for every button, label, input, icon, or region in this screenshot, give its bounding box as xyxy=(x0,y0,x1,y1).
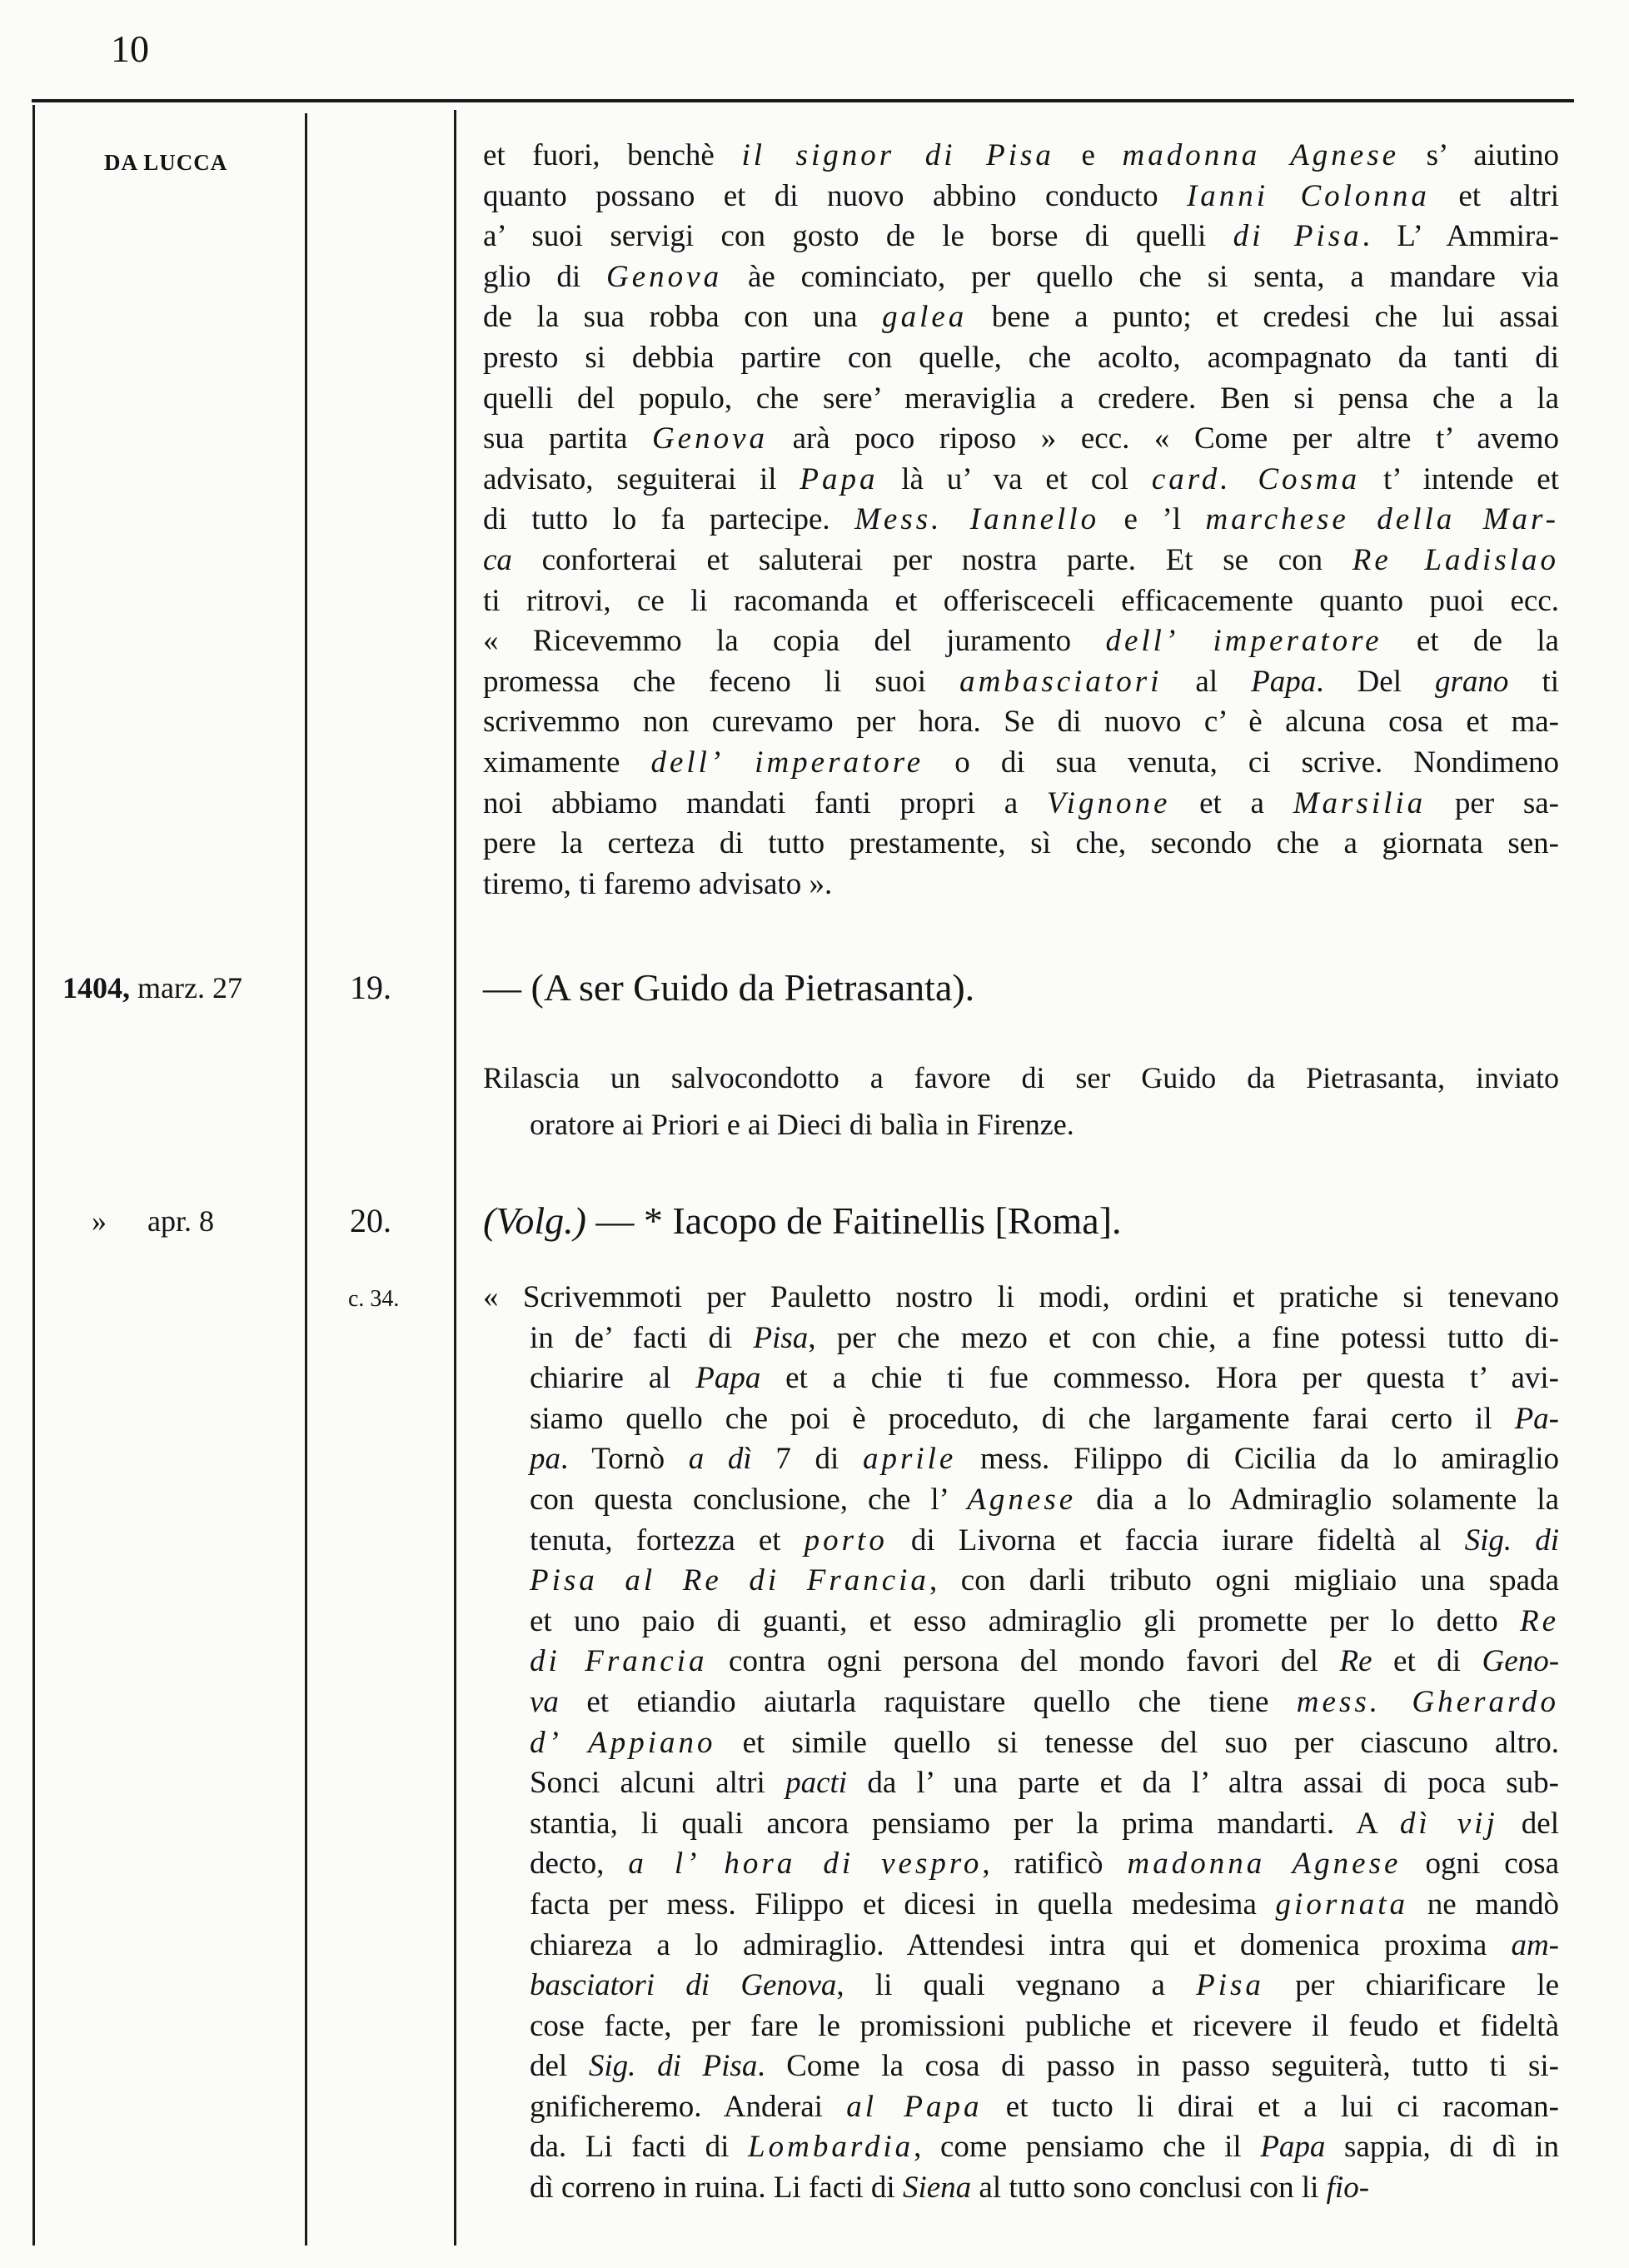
continuation-text xyxy=(483,136,1559,905)
text-line: stantia, li quali ancora pensiamo per la prima mandarti. A dì vij del xyxy=(530,1806,1559,1841)
column-rule-left xyxy=(32,105,35,2246)
text-line: a’ suoi servigi con gosto de le borse di quelli di Pisa. L’ Ammira- xyxy=(483,219,1559,254)
column-rule-number-text xyxy=(454,110,456,2246)
text-line: scrivemmo non curevamo per hora. Se di nuovo c’ è alcuna cosa et ma- xyxy=(483,705,1559,740)
text-line: facta per mess. Filippo et dicesi in quella medesima giornata ne mandò xyxy=(530,1887,1559,1922)
text-line: ca conforterai et saluterai per nostra parte. Et se con Re Ladislao xyxy=(483,542,1559,577)
text-line: de la sua robba con una galea bene a punto; et credesi che lui assai xyxy=(483,300,1559,335)
entry-20-day: apr. 8 xyxy=(147,1204,214,1238)
text-line: et fuori, benchè il signor di Pisa e madonna Agnese s’ aiutino xyxy=(483,138,1559,172)
page-number: 10 xyxy=(111,27,149,70)
entry-20-number: 20. xyxy=(350,1202,391,1239)
text-line: ti ritrovi, ce li racomanda et offerisceceli efficacemente quanto puoi ecc. xyxy=(483,583,1559,618)
entry-19-summary xyxy=(483,1054,1559,1148)
text-line: siamo quello che poi è proceduto, di che largamente farai certo il Pa- xyxy=(530,1401,1559,1436)
text-line: in de’ facti di Pisa, per che mezo et con chie, a fine potessi tutto di- xyxy=(530,1320,1559,1355)
text-line: di tutto lo fa partecipe. Mess. Iannello e ’l marchese della Mar- xyxy=(483,502,1559,537)
text-line: ximamente dell’ imperatore o di sua venuta, ci scrive. Nondimeno xyxy=(483,745,1559,780)
column-rule-date-number xyxy=(305,113,307,2246)
text-line: cose facte, per fare le promissioni publiche et ricevere il feudo et fideltà xyxy=(530,2008,1559,2043)
text-line: tenuta, fortezza et porto di Livorna et faccia iurare fideltà al Sig. di xyxy=(530,1523,1560,1558)
text-line: gnificheremo. Anderai al Papa et tucto li dirai et a lui ci racoman- xyxy=(530,2089,1560,2124)
text-line: et uno paio di guanti, et esso admiraglio gli promette per lo detto Re xyxy=(530,1603,1559,1638)
text-line: quelli del populo, che sere’ meraviglia a credere. Ben si pensa che a la xyxy=(483,381,1559,416)
entry-20-text xyxy=(483,1278,1559,2209)
entry-20-folio: c. 34. xyxy=(348,1286,400,1312)
text-line: tiremo, ti faremo advisato ». xyxy=(483,866,833,901)
text-line: d’ Appiano et simile quello si tenesse del suo per ciascuno altro. xyxy=(530,1725,1559,1760)
entry-19-day: marz. 27 xyxy=(137,971,242,1004)
text-line: dì correno in ruina. Li facti di Siena al tutto sono conclusi con li fio- xyxy=(530,2171,1370,2206)
summary-line: oratore ai Priori e ai Dieci di balìa in Firenze. xyxy=(530,1108,1074,1141)
text-line: di Francia contra ogni persona del mondo favori del Re et di Geno- xyxy=(530,1644,1560,1679)
text-line: sua partita Genova arà poco riposo » ecc. « Come per altre t’ avemo xyxy=(483,421,1560,456)
entry-19-number: 19. xyxy=(350,969,391,1006)
heading-volg: (Volg.) xyxy=(483,1199,586,1242)
entry-19-heading: — (A ser Guido da Pietrasanta). xyxy=(483,966,975,1009)
header-rule xyxy=(32,99,1574,102)
text-line: basciatori di Genova, li quali vegnano a Pisa per chiarificare le xyxy=(530,1968,1559,2003)
text-line: Sonci alcuni altri pacti da l’ una parte et da l’ altra assai di poca sub- xyxy=(530,1766,1559,1801)
text-line: noi abbiamo mandati fanti propri a Vignone et a Marsilia per sa- xyxy=(483,785,1559,820)
entry-20-date xyxy=(92,1204,214,1238)
heading-recipient: — * Iacopo de Faitinellis [Roma]. xyxy=(585,1199,1122,1242)
entry-20-heading xyxy=(483,1199,1122,1243)
text-line: « Ricevemmo la copia del juramento dell’ imperatore et de la xyxy=(483,624,1559,659)
text-line: pere la certeza di tutto prestamente, sì che, secondo che a giornata sen- xyxy=(483,826,1559,861)
text-line: presto si debbia partire con quelle, che acolto, acompagnato da tanti di xyxy=(483,340,1559,375)
text-line: del Sig. di Pisa. Come la cosa di passo in passo seguiterà, tutto ti si- xyxy=(530,2049,1560,2084)
text-line: « Scrivemmoti per Pauletto nostro li modi, ordini et pratiche si tenevano xyxy=(483,1280,1559,1314)
text-line: chiarire al Papa et a chie ti fue commesso. Hora per questa t’ avi- xyxy=(530,1361,1559,1396)
text-line: chiareza a lo admiraglio. Attendesi intra qui et domenica proxima am- xyxy=(530,1927,1559,1962)
summary-line: Rilascia un salvocondotto a favore di ser Guido da Pietrasanta, inviato xyxy=(483,1061,1559,1094)
entry-19-year: 1404, xyxy=(62,971,130,1004)
text-line: Pisa al Re di Francia, con darli tributo ogni migliaio una spada xyxy=(530,1563,1559,1598)
text-line: con questa conclusione, che l’ Agnese dia a lo Admiraglio solamente la xyxy=(530,1482,1560,1517)
entry-19-date xyxy=(62,971,242,1004)
running-head: DA LUCCA xyxy=(104,150,228,175)
ditto-mark: » xyxy=(92,1204,107,1238)
text-line: decto, a l’ hora di vespro, ratificò madonna Agnese ogni cosa xyxy=(530,1847,1559,1882)
text-line: quanto possano et di nuovo abbino conducto Ianni Colonna et altri xyxy=(483,178,1559,213)
text-line: pa. Tornò a dì 7 di aprile mess. Filippo di Cicilia da lo amiraglio xyxy=(530,1442,1560,1477)
text-line: da. Li facti di Lombardia, come pensiamo che il Papa sappia, di dì in xyxy=(530,2130,1559,2165)
text-line: promessa che feceno li suoi ambasciatori al Papa. Del grano ti xyxy=(483,664,1560,699)
text-line: glio di Genova àe cominciato, per quello che si senta, a mandare via xyxy=(483,259,1560,294)
text-line: va et etiandio aiutarla raquistare quello che tiene mess. Gherardo xyxy=(530,1684,1559,1719)
text-line: advisato, seguiterai il Papa là u’ va et col card. Cosma t’ intende et xyxy=(483,461,1559,496)
